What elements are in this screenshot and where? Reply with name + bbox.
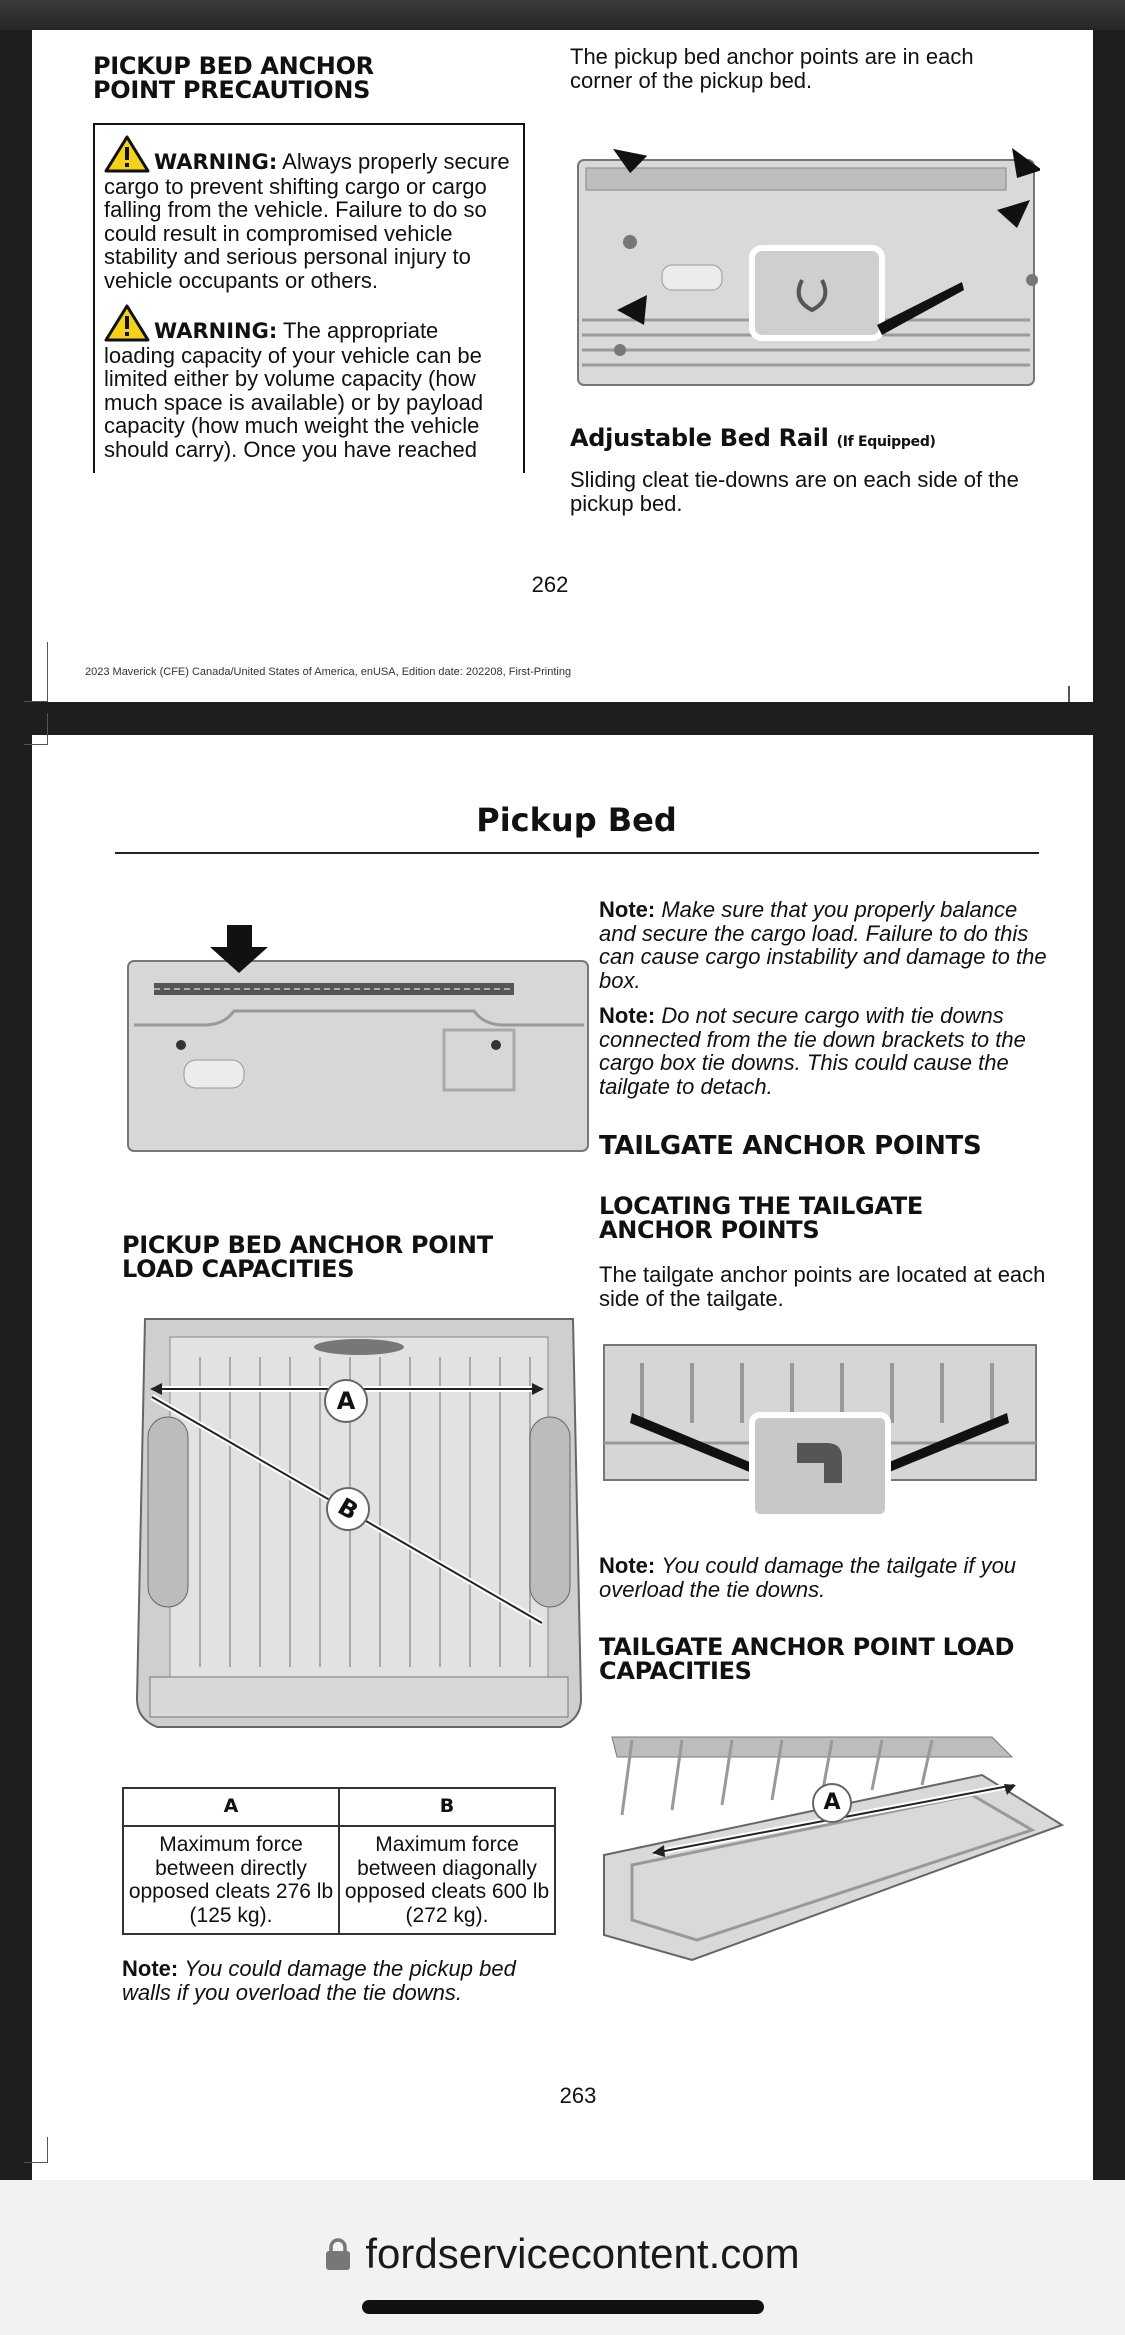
bed-rail-title: Adjustable Bed Rail (570, 424, 829, 452)
table-header-row (123, 1788, 555, 1826)
warning-label: WARNING: (154, 150, 278, 174)
table-row (123, 1826, 555, 1934)
anchor-points-text: The pickup bed anchor points are in each corner of the pickup bed. (570, 44, 974, 93)
bed-rail-heading (570, 426, 1070, 454)
url-text: fordservicecontent.com (365, 2230, 800, 2277)
note-label: Note: (599, 1553, 656, 1578)
tailgate-anchor-heading: TAILGATE ANCHOR POINTS (599, 1131, 982, 1161)
note-label: Note: (122, 1956, 179, 1981)
note-label: Note: (599, 1003, 656, 1028)
load-capacities-heading: PICKUP BED ANCHOR POINT LOAD CAPACITIES (122, 1231, 493, 1283)
url-display[interactable] (0, 2230, 1125, 2278)
locating-tailgate-heading: LOCATING THE TAILGATE ANCHOR POINTS (599, 1192, 923, 1244)
warning-1 (104, 135, 515, 292)
tailgate-capacity-diagram (602, 1735, 1070, 1965)
note-text: Do not secure cargo with tie downs connected from the tie down brackets to the cargo box tie downs. This could cause the tailgate to detach. (599, 1003, 1026, 1099)
tailgate-capacities-heading: TAILGATE ANCHOR POINT LOAD CAPACITIES (599, 1633, 1015, 1685)
diagram-label-a: A (324, 1379, 368, 1423)
load-capacities-table (122, 1787, 556, 1935)
page-number-263: 263 (559, 2083, 597, 2108)
page-number-262: 262 (531, 572, 569, 597)
note-label: Note: (599, 897, 656, 922)
bed-rail-text: Sliding cleat tie-downs are on each side of the pickup bed. (570, 467, 1019, 516)
note-bed-walls (122, 1957, 554, 2004)
locating-tailgate-text: The tailgate anchor points are located at each side of the tailgate. (599, 1262, 1046, 1311)
title-rule (115, 852, 1039, 854)
warning-text: Always properly secure cargo to prevent shifting cargo or cargo falling from the vehicle. Failure to do so could result in compromised vehicle stability and serious personal injury to vehicle occupants or others. (104, 149, 510, 293)
note-tailgate (599, 1554, 1059, 1601)
bed-rail-illustration (124, 925, 592, 1155)
table-cell-a: Maximum force between directly opposed cleats 276 lb (125 kg). (123, 1826, 339, 1934)
browser-address-bar[interactable] (0, 2180, 1125, 2335)
warning-triangle-icon (104, 304, 150, 342)
warning-2 (104, 304, 515, 461)
table-header-a: A (123, 1788, 339, 1826)
pickup-bed-anchor-points-illustration (572, 130, 1040, 392)
top-status-bar (0, 0, 1125, 30)
manual-page-263 (32, 735, 1093, 2180)
crop-mark (24, 713, 48, 745)
crop-mark (24, 2137, 48, 2163)
crop-mark (1068, 686, 1070, 702)
table-cell-b: Maximum force between diagonally opposed cleats 600 lb (272 kg). (339, 1826, 555, 1934)
page-footer: 2023 Maverick (CFE) Canada/United States of America, enUSA, Edition date: 202208, First-Printing (85, 666, 572, 678)
warning-box (93, 123, 525, 473)
tailgate-anchor-illustration (602, 1343, 1038, 1519)
note-balance-cargo (599, 898, 1049, 992)
tailgate-label-a: A (812, 1783, 852, 1823)
warning-text: The appropriate loading capacity of your vehicle can be limited either by volume capacity (how much space is available) or by payload capacity (how much weight the vehicle should carry). Once you have reached (104, 318, 484, 462)
lock-icon (325, 2237, 351, 2271)
if-equipped-label: (If Equipped) (836, 434, 936, 450)
diagram-label-b: B (318, 1479, 378, 1539)
home-indicator[interactable] (362, 2300, 764, 2314)
note-text: Make sure that you properly balance and secure the cargo load. Failure to do this can cause cargo instability and damage to the box. (599, 897, 1047, 993)
warning-triangle-icon (104, 135, 150, 173)
note-tie-downs (599, 1004, 1049, 1098)
warning-label: WARNING: (154, 319, 278, 343)
table-header-b: B (339, 1788, 555, 1826)
note-text: You could damage the tailgate if you overload the tie downs. (599, 1553, 1017, 1602)
note-text: You could damage the pickup bed walls if you overload the tie downs. (122, 1956, 516, 2005)
page-title: Pickup Bed (476, 801, 677, 839)
precautions-heading: PICKUP BED ANCHOR POINT PRECAUTIONS (93, 52, 374, 104)
manual-page-262 (32, 30, 1093, 702)
crop-mark (24, 642, 48, 702)
